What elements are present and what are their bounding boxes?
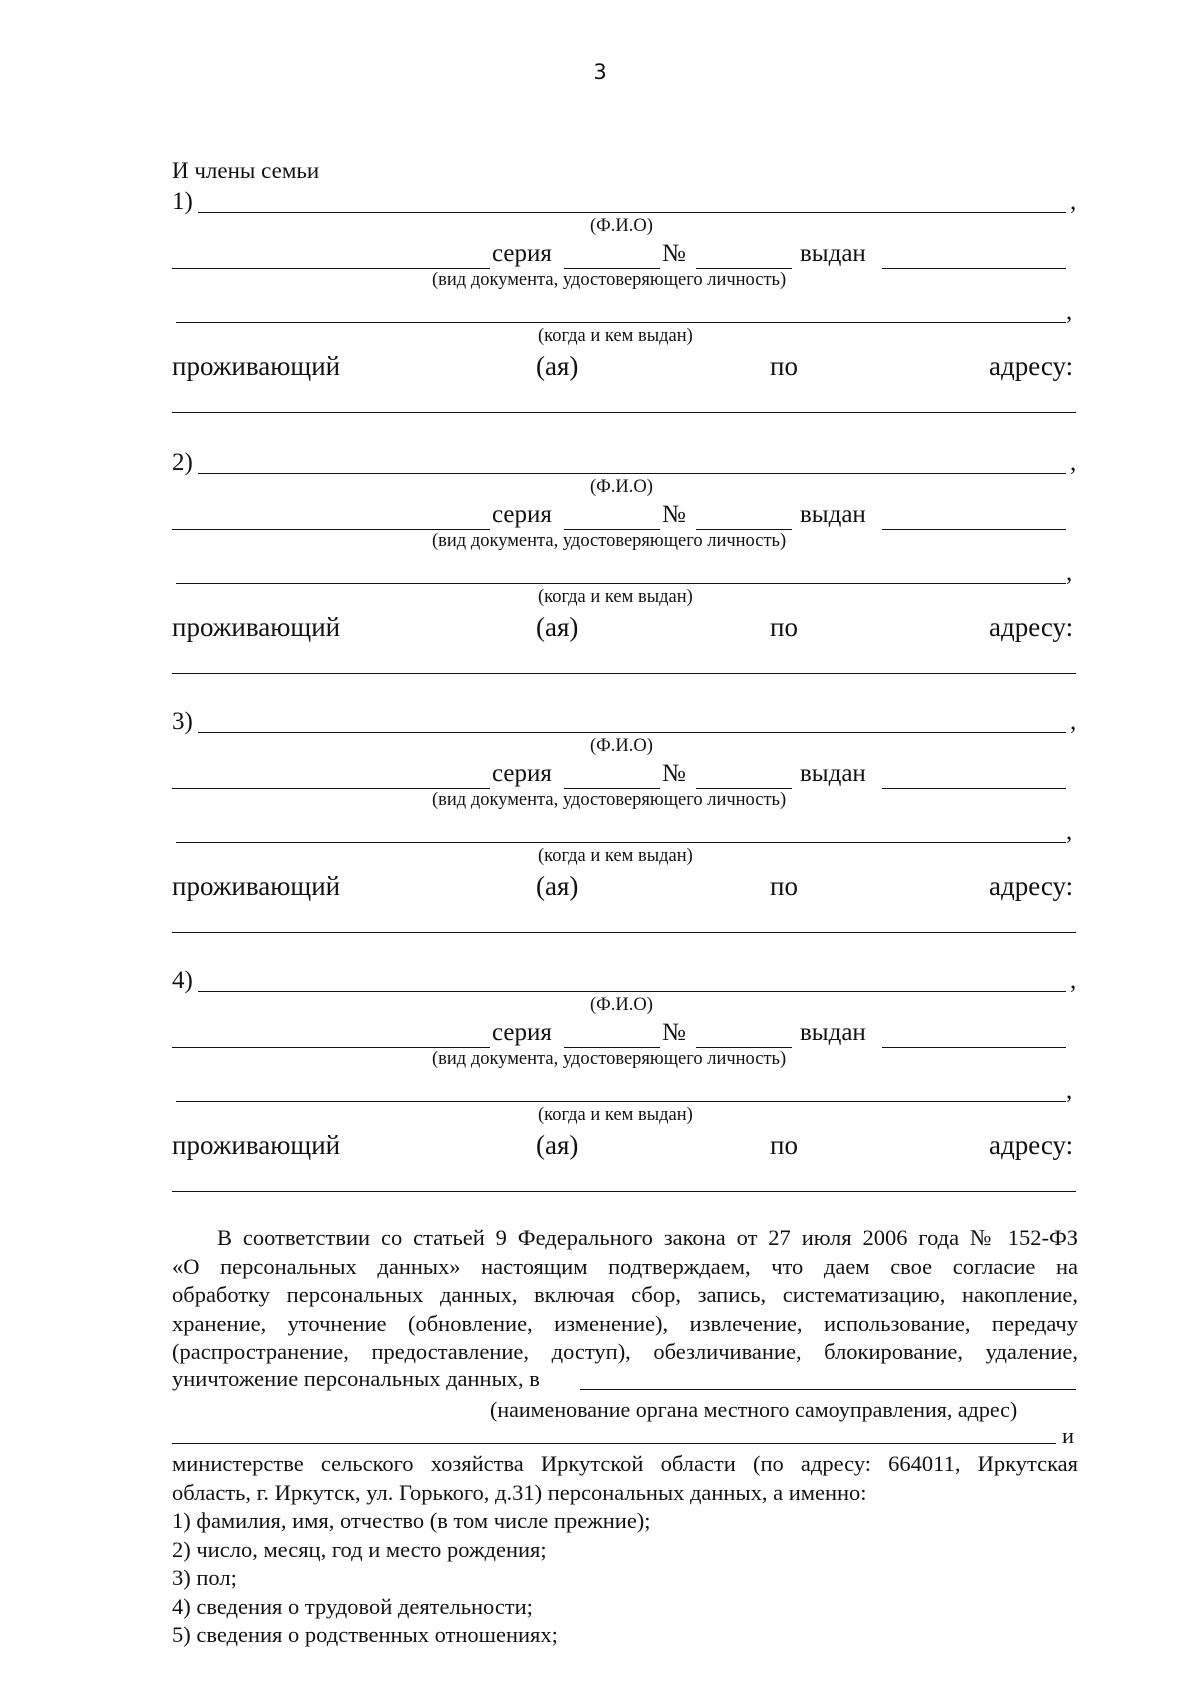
page-number: 3 [593, 60, 607, 84]
issued-label: выдан [800, 501, 866, 528]
comma: , [1070, 188, 1077, 215]
member-number: 3) [172, 708, 193, 735]
document-type-field[interactable] [172, 529, 490, 530]
list-item: 4) сведения о трудовой деятельности; [172, 1593, 533, 1619]
issued-field[interactable] [882, 1047, 1066, 1048]
when-caption: (когда и кем выдан) [538, 846, 693, 866]
address-label: адресу: [989, 612, 1074, 642]
number-sign-label: № [662, 501, 686, 528]
org-name-field[interactable] [580, 1389, 1076, 1390]
when-caption: (когда и кем выдан) [538, 587, 693, 607]
issued-by-field[interactable] [176, 842, 1066, 843]
when-caption: (когда и кем выдан) [538, 326, 693, 346]
consent-line-last: уничтожение персональных данных, в [172, 1366, 540, 1391]
fio-caption: (Ф.И.О) [590, 995, 653, 1015]
by-label: по [770, 612, 798, 642]
consent-line: (распространение, предоставление, доступ), обезличивание, блокирование, удаление, [172, 1339, 1078, 1364]
number-field[interactable] [696, 529, 792, 530]
by-label: по [770, 351, 798, 381]
member-number: 2) [172, 449, 193, 476]
comma: , [1070, 708, 1077, 735]
comma: , [1066, 298, 1073, 325]
issued-field[interactable] [882, 268, 1066, 269]
ministry-line: область, г. Иркутск, ул. Горького, д.31) персональных данных, а именно: [172, 1479, 867, 1505]
comma: , [1066, 1077, 1073, 1104]
issued-field[interactable] [882, 529, 1066, 530]
intro-text: И члены семьи [172, 158, 320, 183]
document-type-field[interactable] [172, 1047, 490, 1048]
issued-label: выдан [800, 760, 866, 787]
series-field[interactable] [564, 1047, 660, 1048]
fio-caption: (Ф.И.О) [590, 736, 653, 756]
residing-label: проживающий [172, 871, 341, 901]
series-label: серия [492, 760, 552, 787]
issued-field[interactable] [882, 788, 1066, 789]
series-field[interactable] [564, 268, 660, 269]
number-sign-label: № [662, 1019, 686, 1046]
gender-suffix: (ая) [536, 1130, 579, 1160]
document-type-field[interactable] [172, 268, 490, 269]
issued-label: выдан [800, 1019, 866, 1046]
fio-caption: (Ф.И.О) [590, 216, 653, 236]
by-label: по [770, 1130, 798, 1160]
address-field[interactable] [172, 673, 1076, 674]
fio-field[interactable] [198, 991, 1066, 992]
fio-field[interactable] [198, 732, 1066, 733]
number-sign-label: № [662, 240, 686, 267]
data-items-list [172, 1507, 651, 1650]
series-label: серия [492, 240, 552, 267]
document-caption: (вид документа, удостоверяющего личность) [432, 790, 787, 810]
consent-line: обработку персональных данных, включая сбор, запись, систематизацию, накопление, [172, 1282, 1078, 1307]
number-sign-label: № [662, 760, 686, 787]
document-caption: (вид документа, удостоверяющего личность) [432, 1049, 787, 1069]
consent-line: хранение, уточнение (обновление, изменение), извлечение, использование, передачу [172, 1310, 1078, 1336]
address-label: адресу: [989, 1130, 1074, 1160]
document-caption: (вид документа, удостоверяющего личность) [432, 531, 787, 551]
and-word: и [1062, 1423, 1075, 1448]
comma: , [1066, 559, 1073, 586]
ministry-line: министерстве сельского хозяйства Иркутской области (по адресу: 664011, Иркутская [172, 1451, 1078, 1476]
issued-by-field[interactable] [176, 1101, 1066, 1102]
fio-field[interactable] [198, 212, 1066, 213]
number-field[interactable] [696, 268, 792, 269]
series-label: серия [492, 501, 552, 528]
address-field[interactable] [172, 412, 1076, 413]
series-label: серия [492, 1019, 552, 1046]
consent-line: «О персональных данных» настоящим подтверждаем, что даем свое согласие на [172, 1253, 1078, 1279]
number-field[interactable] [696, 788, 792, 789]
member-number: 4) [172, 967, 193, 994]
consent-paragraph [172, 1224, 1078, 1367]
address-field[interactable] [172, 932, 1076, 933]
ministry-paragraph [172, 1450, 1078, 1507]
document-caption: (вид документа, удостоверяющего личность) [432, 270, 787, 290]
org-caption: (наименование органа местного самоуправления, адрес) [490, 1397, 1018, 1422]
list-item: 2) число, месяц, год и место рождения; [172, 1536, 547, 1562]
issued-label: выдан [800, 240, 866, 267]
gender-suffix: (ая) [536, 351, 579, 381]
list-item: 5) сведения о родственных отношениях; [172, 1622, 558, 1647]
issued-by-field[interactable] [176, 322, 1066, 323]
comma: , [1070, 449, 1077, 476]
fio-caption: (Ф.И.О) [590, 477, 653, 497]
list-item: 3) пол; [172, 1565, 237, 1590]
gender-suffix: (ая) [536, 612, 579, 642]
residing-label: проживающий [172, 351, 341, 381]
consent-line: В соответствии со статьей 9 Федерального закона от 27 июля 2006 года № 152-ФЗ [217, 1225, 1078, 1250]
series-field[interactable] [564, 788, 660, 789]
address-label: адресу: [989, 351, 1074, 381]
residing-label: проживающий [172, 612, 341, 642]
number-field[interactable] [696, 1047, 792, 1048]
series-field[interactable] [564, 529, 660, 530]
gender-suffix: (ая) [536, 871, 579, 901]
address-label: адресу: [989, 871, 1074, 901]
comma: , [1066, 818, 1073, 845]
residing-label: проживающий [172, 1130, 341, 1160]
when-caption: (когда и кем выдан) [538, 1105, 693, 1125]
fio-field[interactable] [198, 473, 1066, 474]
by-label: по [770, 871, 798, 901]
org-address-field[interactable] [172, 1443, 1056, 1444]
member-number: 1) [172, 188, 193, 215]
address-field[interactable] [172, 1191, 1076, 1192]
list-item: 1) фамилия, имя, отчество (в том числе прежние); [172, 1508, 651, 1533]
comma: , [1070, 967, 1077, 994]
issued-by-field[interactable] [176, 583, 1066, 584]
document-type-field[interactable] [172, 788, 490, 789]
